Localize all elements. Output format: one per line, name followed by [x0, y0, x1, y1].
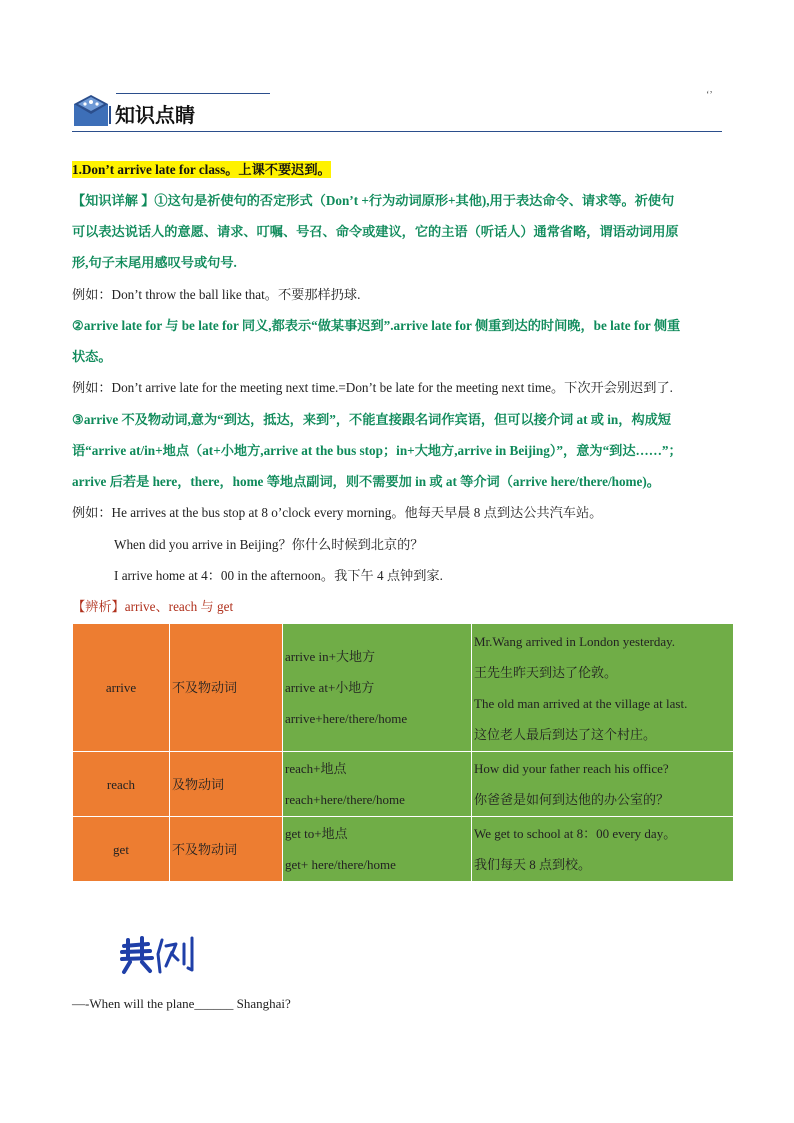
example-line: 这位老人最后到达了这个村庄。 — [474, 726, 657, 742]
usage-line: arrive in+大地方 — [285, 649, 376, 664]
word-cell: get — [73, 817, 170, 882]
compare-heading: 【辨析】arrive、reach 与 get — [72, 599, 234, 614]
example-line: 王先生昨天到达了伦敦。 — [474, 664, 618, 680]
note-3-line-2: 语“arrive at/in+地点（at+小地方,arrive at the bus stop；in+大地方,arrive in Beijing）”，意为“到达……”； — [72, 443, 682, 458]
section-title: 知识点睛 — [115, 103, 195, 127]
example-line: 你爸爸是如何到达他的办公室的？ — [474, 792, 670, 807]
point-heading — [72, 160, 331, 180]
note-3-line-1: ③arrive 不及物动词,意为“到达，抵达，来到”，不能直接跟名词作宾语，但可以接介词 at 或 in，构成短 — [72, 412, 672, 427]
example-line: Mr.Wang arrived in London yesterday. — [474, 633, 675, 649]
example-line: The old man arrived at the village at last. — [474, 695, 688, 711]
example-3c: I arrive home at 4：00 in the afternoon。我下午 4 点钟到家. — [114, 568, 443, 583]
envelope-stars-icon — [72, 94, 110, 128]
pos-cell: 不及物动词 — [170, 817, 283, 882]
example-line: We get to school at 8：00 every day。 — [474, 826, 677, 841]
note-3-line-3: arrive 后若是 here，there，home 等地点副词，则不需要加 in 或 at 等介词（arrive here/there/home)。 — [72, 474, 660, 489]
example-line: How did your father reach his office? — [474, 761, 669, 776]
word-cell: arrive — [73, 624, 170, 752]
usage-cell — [283, 624, 472, 752]
point-heading-text: 1.Don’t arrive late for class。上课不要迟到。 — [72, 162, 331, 177]
corner-mark: ‘’ — [706, 90, 713, 101]
pos-cell: 及物动词 — [170, 752, 283, 817]
usage-cell — [283, 752, 472, 817]
explain-line-2: 可以表达说话人的意愿、请求、叮嘱、号召、命令或建议，它的主语（听话人）通常省略，谓语动词用原 — [72, 224, 679, 239]
example-2: 例如：Don’t arrive late for the meeting next time.=Don’t be late for the meeting next time。下次开会别迟到了. — [72, 380, 673, 395]
usage-line: arrive at+小地方 — [285, 680, 375, 695]
table-row-arrive — [73, 624, 734, 752]
table-row-get — [73, 817, 734, 882]
explain-line-1 — [72, 191, 674, 211]
example-line: 我们每天 8 点到校。 — [474, 857, 592, 872]
pos-cell: 不及物动词 — [170, 624, 283, 752]
usage-line: reach+here/there/home — [285, 792, 405, 807]
header-bottom-rule — [72, 131, 722, 132]
table-row-reach — [73, 752, 734, 817]
section-header — [72, 88, 722, 134]
usage-line: get to+地点 — [285, 826, 348, 841]
practice-question: —-When will the plane______ Shanghai? — [72, 996, 291, 1011]
compare-table — [72, 623, 734, 882]
example-cell — [472, 752, 734, 817]
usage-line: get+ here/there/home — [285, 857, 396, 872]
note-2-line-2: 状态。 — [72, 349, 112, 364]
examples-logo-icon — [118, 932, 198, 978]
note-2-line-1: ②arrive late for 与 be late for 同义,都表示“做某事迟到”.arrive late for 侧重到达的时间晚，be late for 侧重 — [72, 318, 681, 333]
explain-text-1: ①这句是祈使句的否定形式（Don’t +行为动词原形+其他),用于表达命令、请求等。祈使句 — [154, 193, 675, 208]
example-cell — [472, 624, 734, 752]
usage-line: reach+地点 — [285, 761, 347, 776]
example-cell — [472, 817, 734, 882]
word-cell: reach — [73, 752, 170, 817]
usage-cell — [283, 817, 472, 882]
example-3b: When did you arrive in Beijing？你什么时候到北京的？ — [114, 537, 424, 552]
explain-line-3: 形,句子末尾用感叹号或句号. — [72, 255, 237, 270]
header-top-rule — [116, 93, 270, 94]
example-1: 例如：Don’t throw the ball like that。不要那样扔球. — [72, 287, 361, 302]
explain-tag: 【知识详解 】 — [72, 193, 155, 208]
header-divider — [109, 106, 111, 124]
usage-line: arrive+here/there/home — [285, 711, 408, 726]
example-3a: 例如：He arrives at the bus stop at 8 o’clock every morning。他每天早晨 8 点到达公共汽车站。 — [72, 505, 603, 520]
